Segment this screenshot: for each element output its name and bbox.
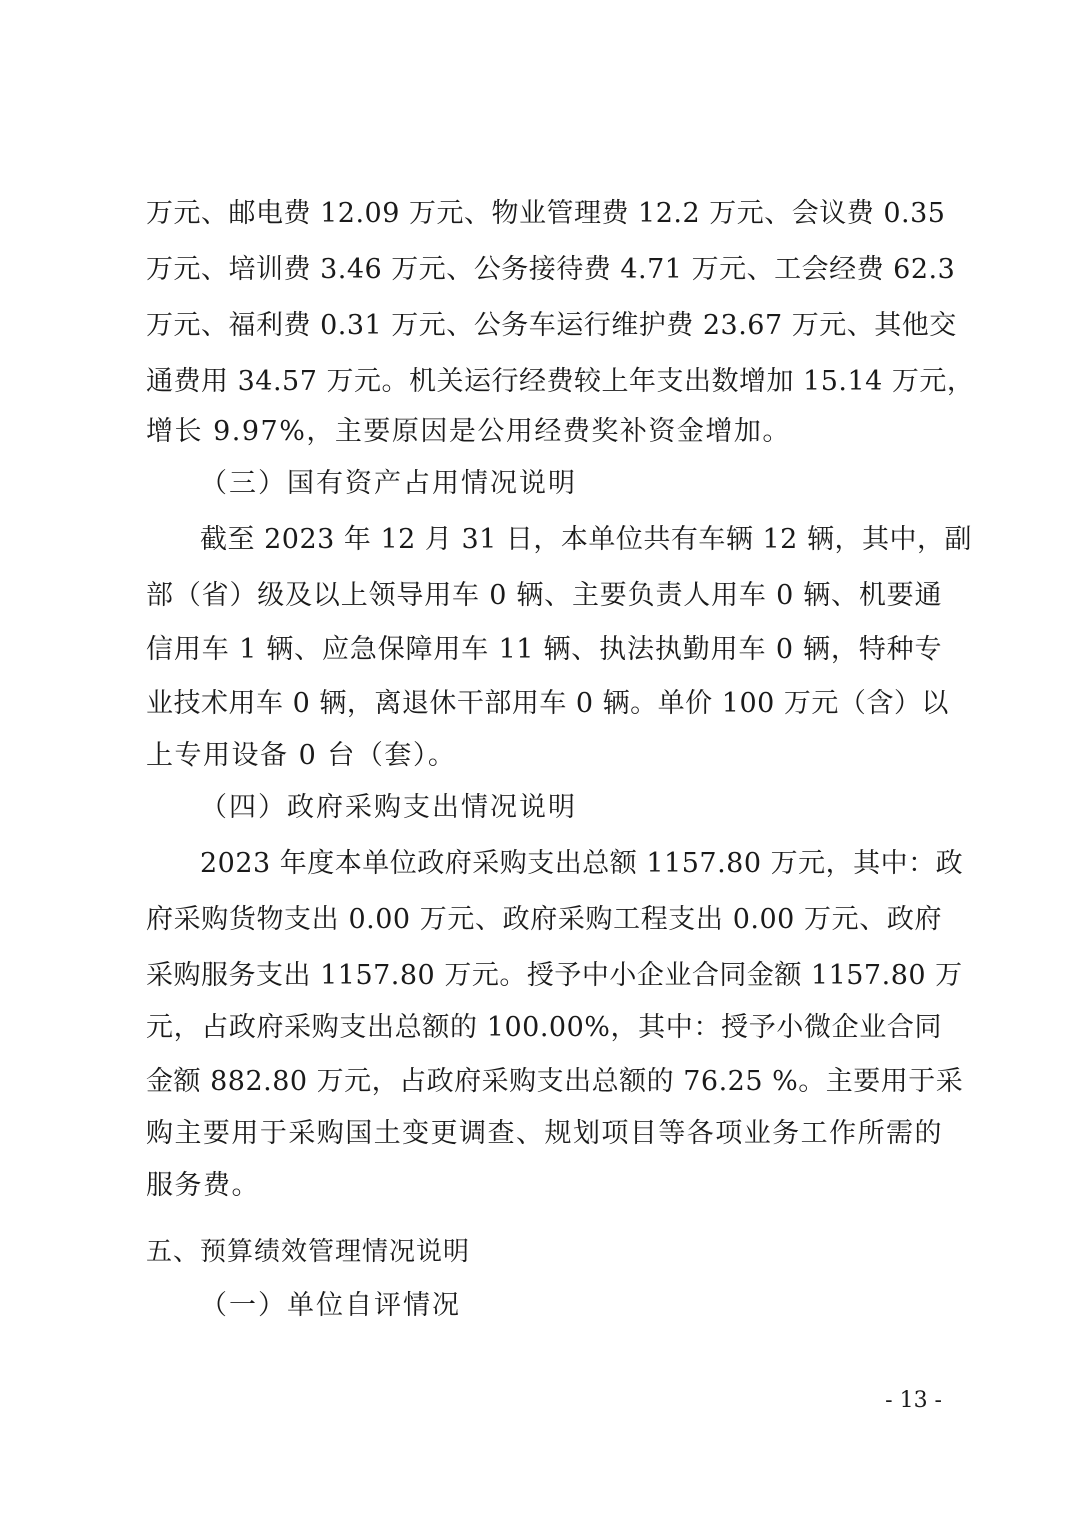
- paragraph-line: 截至 2023 年 12 月 31 日，本单位共有车辆 12 辆，其中，副: [200, 524, 972, 555]
- section-heading: （一）单位自评情况: [200, 1290, 461, 1321]
- paragraph-line: 金额 882.80 万元，占政府采购支出总额的 76.25 %。主要用于采: [146, 1066, 964, 1097]
- paragraph-line: 元，占政府采购支出总额的 100.00%，其中：授予小微企业合同: [146, 1012, 942, 1043]
- paragraph-line: 万元、邮电费 12.09 万元、物业管理费 12.2 万元、会议费 0.35: [146, 198, 946, 229]
- paragraph-line: 增长 9.97%，主要原因是公用经费奖补资金增加。: [146, 416, 791, 447]
- section-heading: （三）国有资产占用情况说明: [200, 468, 577, 499]
- paragraph-line: 万元、福利费 0.31 万元、公务车运行维护费 23.67 万元、其他交: [146, 310, 957, 341]
- paragraph-line: 部（省）级及以上领导用车 0 辆、主要负责人用车 0 辆、机要通: [146, 580, 942, 611]
- paragraph-line: 万元、培训费 3.46 万元、公务接待费 4.71 万元、工会经费 62.3: [146, 254, 956, 285]
- chapter-heading: 五、预算绩效管理情况说明: [146, 1237, 471, 1267]
- paragraph-line: 信用车 1 辆、应急保障用车 11 辆、执法执勤用车 0 辆，特种专: [146, 634, 942, 665]
- paragraph-line: 服务费。: [146, 1170, 260, 1201]
- paragraph-line: 府采购货物支出 0.00 万元、政府采购工程支出 0.00 万元、政府: [146, 904, 942, 935]
- paragraph-line: 购主要用于采购国土变更调查、规划项目等各项业务工作所需的: [146, 1118, 942, 1149]
- page-number: - 13 -: [885, 1388, 942, 1413]
- paragraph-line: 采购服务支出 1157.80 万元。授予中小企业合同金额 1157.80 万: [146, 960, 963, 991]
- paragraph-line: 业技术用车 0 辆，离退休干部用车 0 辆。单价 100 万元（含）以: [146, 688, 949, 719]
- paragraph-line: 2023 年度本单位政府采购支出总额 1157.80 万元，其中：政: [200, 848, 964, 879]
- paragraph-line: 通费用 34.57 万元。机关运行经费较上年支出数增加 15.14 万元，: [146, 366, 975, 397]
- paragraph-line: 上专用设备 0 台（套）。: [146, 740, 457, 771]
- section-heading: （四）政府采购支出情况说明: [200, 792, 577, 823]
